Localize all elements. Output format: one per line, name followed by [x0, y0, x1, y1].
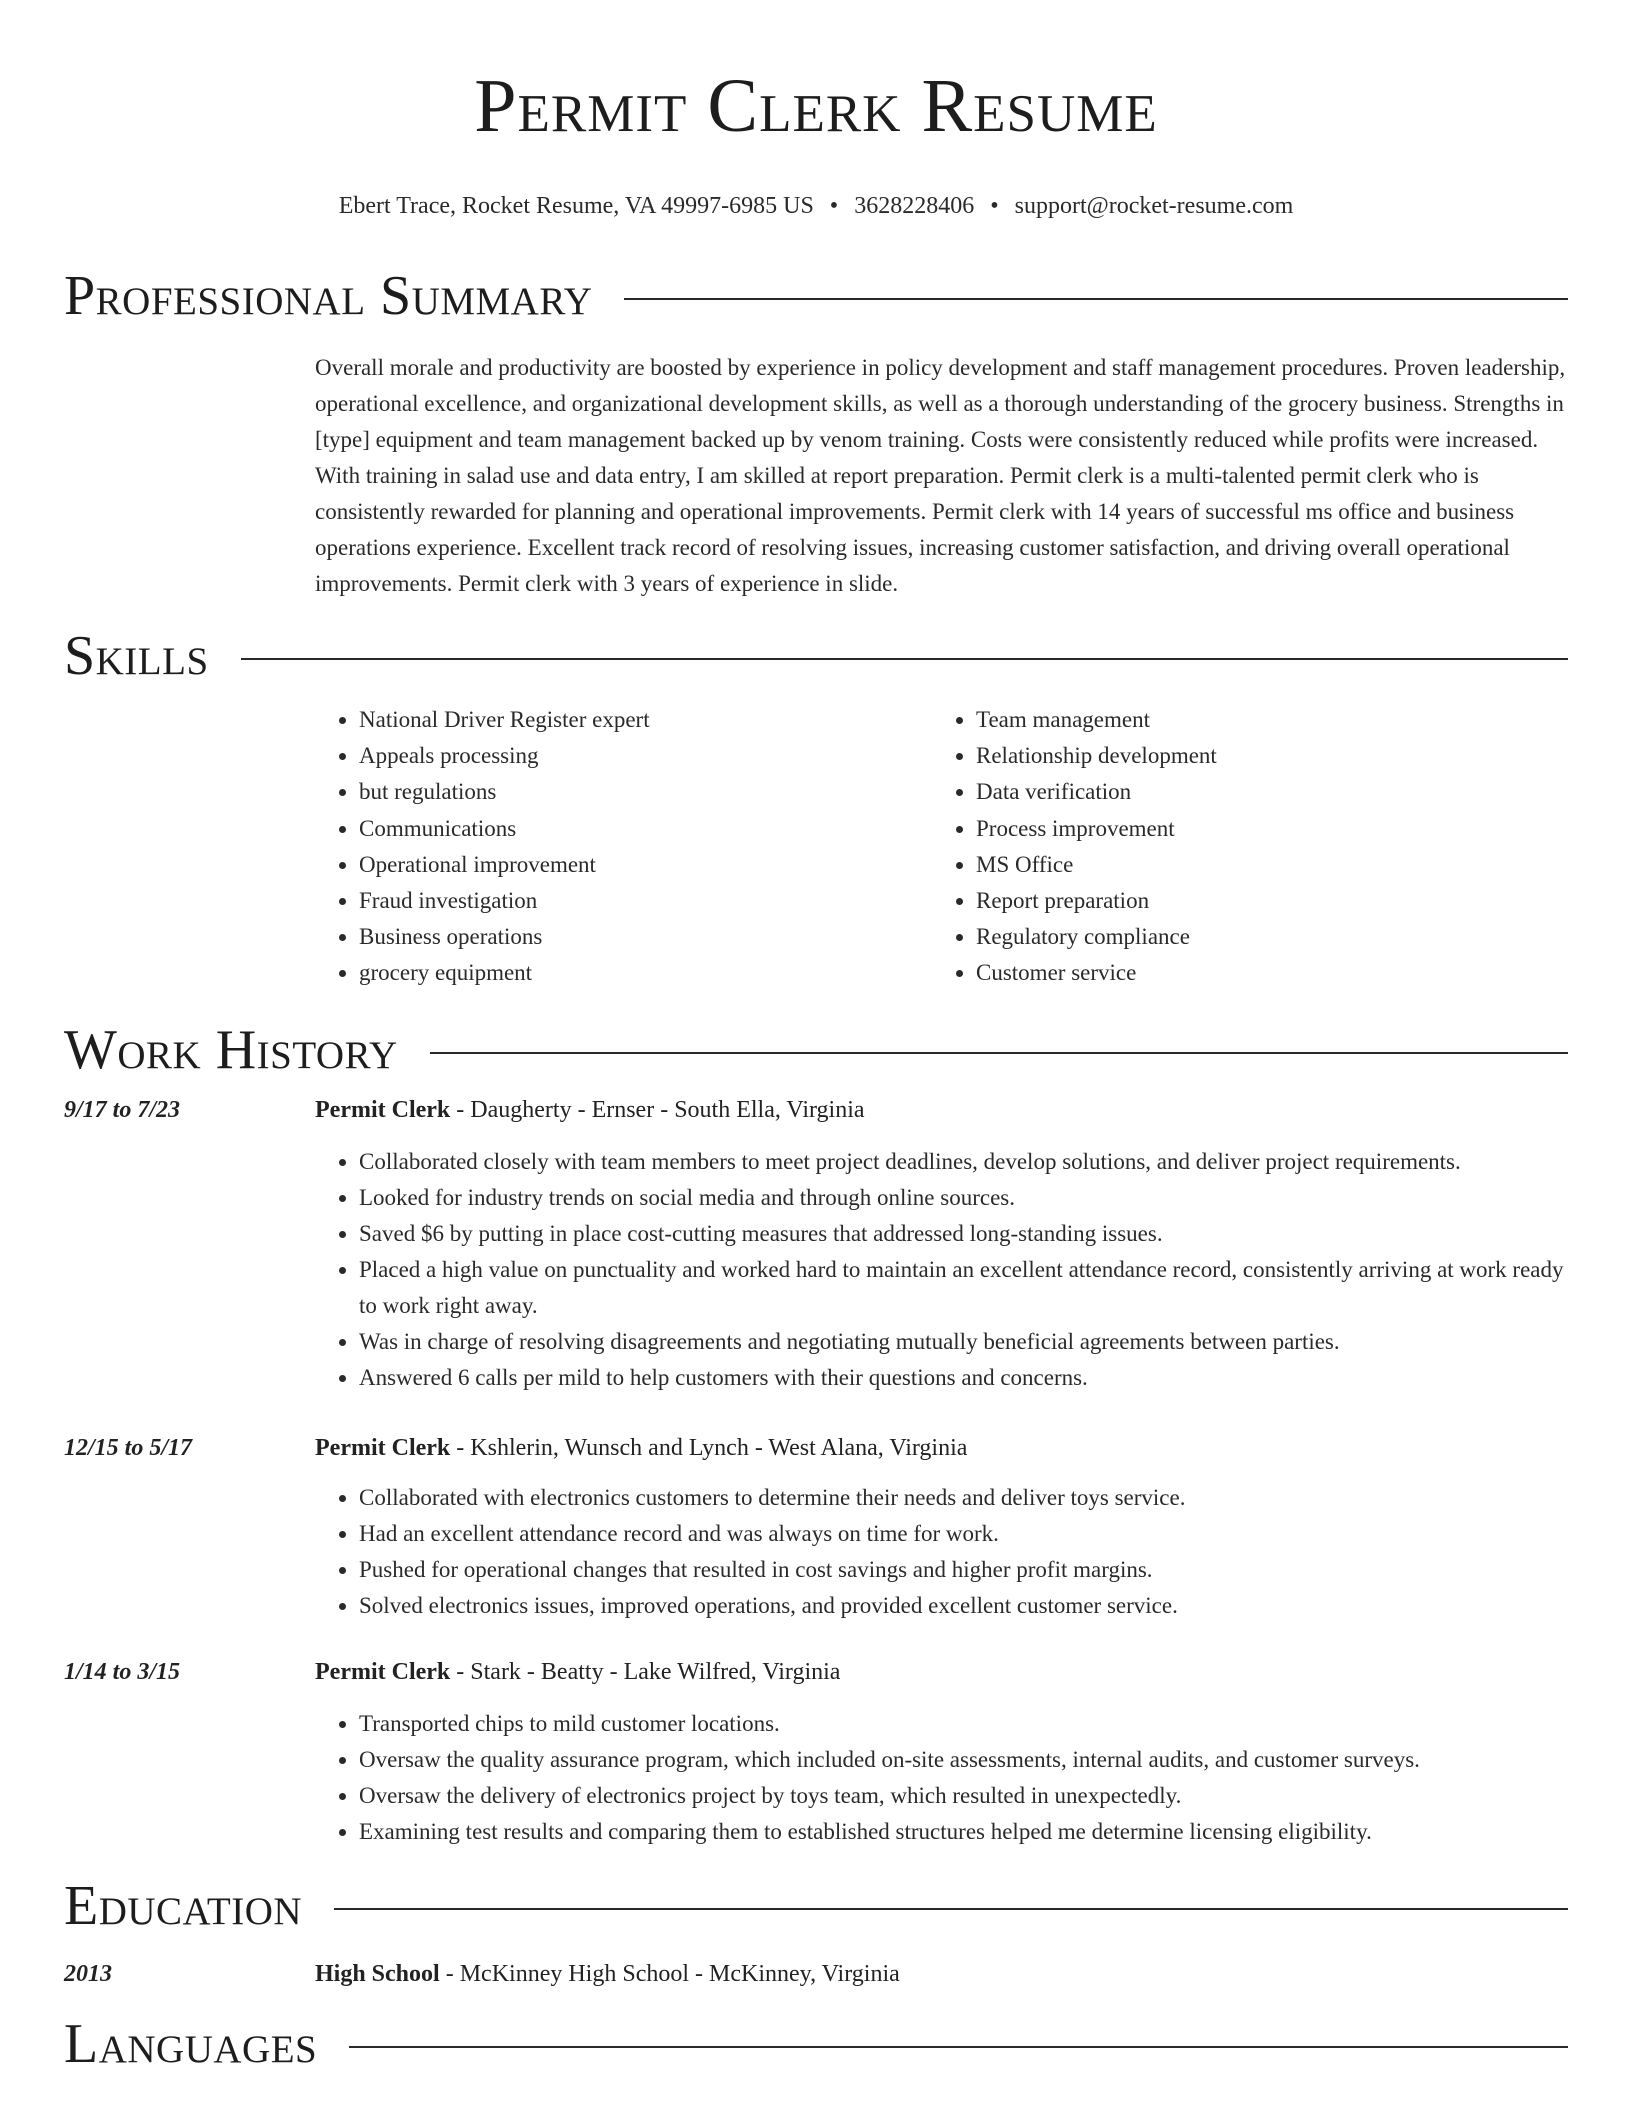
- section-rule: [624, 298, 1568, 300]
- education-header: [64, 1874, 1568, 1938]
- section-title-education: Education: [64, 1874, 303, 1937]
- contact-line: [0, 190, 1632, 222]
- section-rule: [349, 2046, 1568, 2048]
- languages-header: [64, 2012, 1568, 2076]
- skills-list-right: [932, 702, 1549, 992]
- education-year: 2013: [64, 1960, 112, 1987]
- job-bullet: • Solved electronics issues, improved operations, and provided excellent customer service.: [359, 1588, 1568, 1624]
- skill-item: • grocery equipment: [359, 955, 932, 991]
- section-title-work-history: Work History: [64, 1018, 398, 1081]
- education-school: - McKinney High School - McKinney, Virginia: [439, 1960, 900, 1987]
- education-degree: High School: [315, 1960, 440, 1987]
- education-entry: [64, 1956, 1568, 1992]
- skill-item: • Fraud investigation: [359, 883, 932, 919]
- skill-item: • but regulations: [359, 774, 932, 810]
- email: support@rocket-resume.com: [1014, 193, 1294, 219]
- job-bullet: • Transported chips to mild customer locations.: [359, 1706, 1568, 1742]
- languages-section: [64, 2012, 1568, 2076]
- job-title: Permit Clerk: [315, 1658, 451, 1685]
- job-bullet: • Collaborated closely with team members to meet project deadlines, develop solutions, and deliver project requirements.: [359, 1144, 1568, 1180]
- job-bullet-list: [315, 1706, 1568, 1850]
- skill-item: • Team management: [976, 702, 1549, 738]
- section-title-languages: Languages: [64, 2012, 318, 2075]
- job-bullet: • Collaborated with electronics customers to determine their needs and deliver toys service.: [359, 1480, 1568, 1516]
- job-employer: - Stark - Beatty - Lake Wilfred, Virginia: [450, 1658, 841, 1685]
- job-bullet: • Pushed for operational changes that resulted in cost savings and higher profit margins.: [359, 1552, 1568, 1588]
- job-body: [315, 1092, 1568, 1396]
- job-dates: 1/14 to 3/15: [64, 1658, 181, 1685]
- skill-item: • Data verification: [976, 774, 1549, 810]
- job-entry: [64, 1654, 1568, 1850]
- job-heading: [315, 1654, 1568, 1690]
- education-section: [64, 1874, 1568, 1992]
- job-dates: 12/15 to 5/17: [64, 1434, 193, 1461]
- job-title: Permit Clerk: [315, 1096, 451, 1123]
- job-bullet: • Oversaw the delivery of electronics project by toys team, which resulted in unexpectedly.: [359, 1778, 1568, 1814]
- skill-item: • Operational improvement: [359, 847, 932, 883]
- skills-grid: [315, 702, 1568, 992]
- address: Ebert Trace, Rocket Resume, VA 49997-6985 US: [338, 193, 814, 219]
- job-entry: [64, 1430, 1568, 1624]
- phone: 3628228406: [854, 193, 975, 219]
- section-rule: [430, 1052, 1568, 1054]
- section-title-summary: Professional Summary: [64, 265, 593, 327]
- skill-item: • Appeals processing: [359, 738, 932, 774]
- job-bullet: • Saved $6 by putting in place cost-cutting measures that addressed long-standing issues.: [359, 1216, 1568, 1252]
- skill-item: • Business operations: [359, 919, 932, 955]
- separator-dot: •: [990, 193, 999, 219]
- work-history-section: [64, 1018, 1568, 1850]
- section-title-skills: Skills: [64, 625, 209, 687]
- job-employer: - Daugherty - Ernser - South Ella, Virginia: [450, 1096, 865, 1123]
- job-bullet-list: [315, 1144, 1568, 1396]
- skill-item: • National Driver Register expert: [359, 702, 932, 738]
- section-rule: [334, 1908, 1568, 1910]
- skills-list-left: [315, 702, 932, 992]
- job-dates: 9/17 to 7/23: [64, 1096, 181, 1123]
- skill-item: • Regulatory compliance: [976, 919, 1549, 955]
- education-body: [315, 1956, 1568, 1992]
- section-rule: [241, 658, 1568, 660]
- skills-section: [64, 624, 1568, 992]
- skill-item: • Relationship development: [976, 738, 1549, 774]
- job-body: [315, 1430, 1568, 1624]
- separator-dot: •: [829, 193, 839, 219]
- job-employer: - Kshlerin, Wunsch and Lynch - West Alana, Virginia: [450, 1434, 968, 1461]
- job-bullet: • Was in charge of resolving disagreements and negotiating mutually beneficial agreements between parties.: [359, 1324, 1568, 1360]
- job-bullet: • Placed a high value on punctuality and worked hard to maintain an excellent attendance record, consistently arriving at work ready to work right away.: [359, 1252, 1568, 1324]
- skill-item: • Communications: [359, 811, 932, 847]
- job-bullet: • Had an excellent attendance record and was always on time for work.: [359, 1516, 1568, 1552]
- job-entry: [64, 1092, 1568, 1396]
- job-bullet: • Examining test results and comparing them to established structures helped me determine licensing eligibility.: [359, 1814, 1568, 1850]
- job-heading: [315, 1430, 1568, 1466]
- summary-section: [64, 264, 1568, 602]
- job-bullet: • Answered 6 calls per mild to help customers with their questions and concerns.: [359, 1360, 1568, 1396]
- job-heading: [315, 1092, 1568, 1128]
- skills-header: [64, 624, 1568, 688]
- job-bullet-list: [315, 1480, 1568, 1624]
- work-history-header: [64, 1018, 1568, 1082]
- summary-text: Overall morale and productivity are boosted by experience in policy development and staff management procedures. Proven leadership, operational excellence, and organizational development skills, as well as a thorough understanding of the grocery business. Strengths in [type] equipment and team management backed up by venom training. Costs were consistently reduced while profits were increased. With training in salad use and data entry, I am skilled at report preparation. Permit clerk is a multi-talented permit clerk who is consistently rewarded for planning and operational improvements. Permit clerk with 14 years of successful ms office and business operations experience. Excellent track record of resolving issues, increasing customer satisfaction, and driving overall operational improvements. Permit clerk with 3 years of experience in slide.: [315, 355, 1566, 596]
- job-body: [315, 1654, 1568, 1850]
- job-title: Permit Clerk: [315, 1434, 451, 1461]
- skill-item: • Process improvement: [976, 811, 1549, 847]
- resume-title: Permit Clerk Resume: [474, 64, 1158, 148]
- job-bullet: • Looked for industry trends on social media and through online sources.: [359, 1180, 1568, 1216]
- skill-item: • Report preparation: [976, 883, 1549, 919]
- skill-item: • MS Office: [976, 847, 1549, 883]
- job-bullet: • Oversaw the quality assurance program, which included on-site assessments, internal audits, and customer surveys.: [359, 1742, 1568, 1778]
- skill-item: • Customer service: [976, 955, 1549, 991]
- summary-header: [64, 264, 1568, 328]
